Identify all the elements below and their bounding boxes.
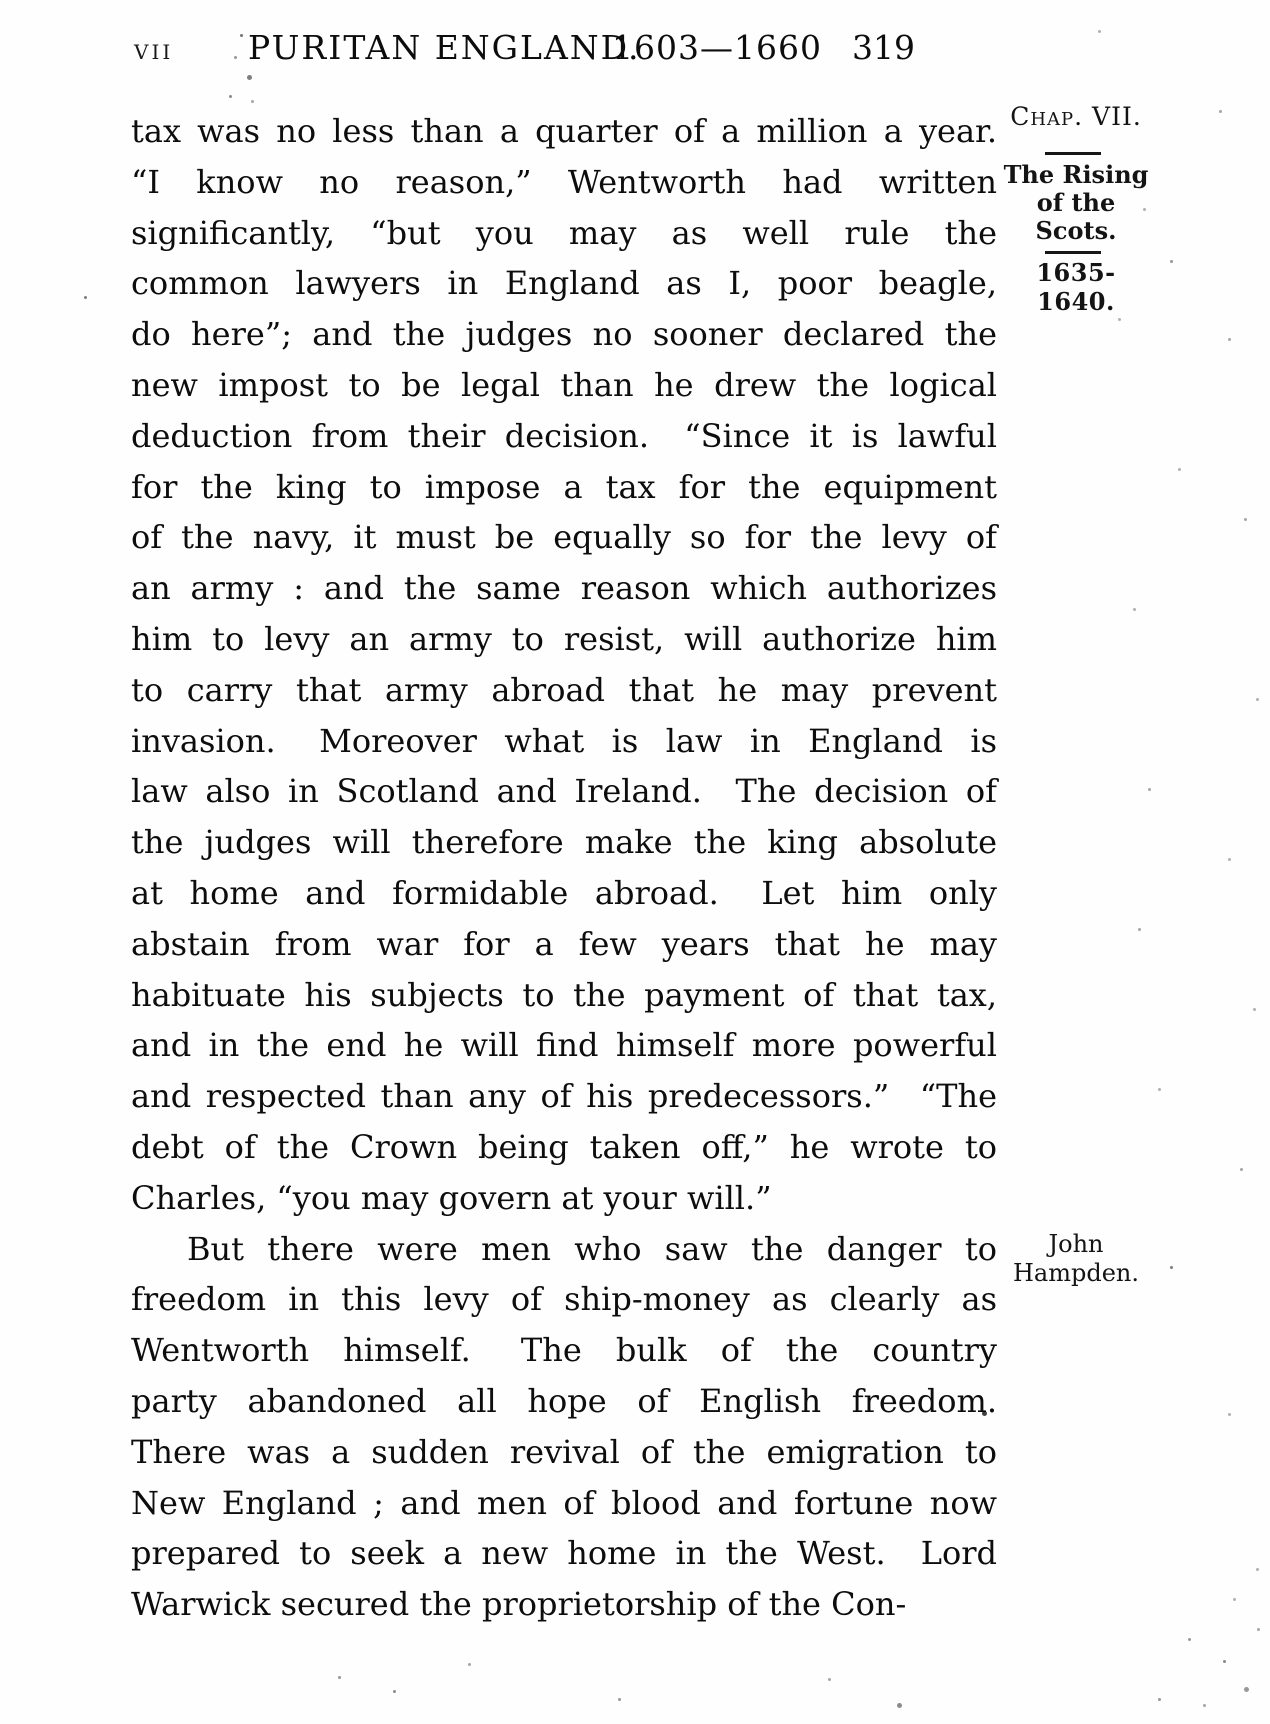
- margin-note-rising-of-the-scots: [1000, 161, 1152, 245]
- text-line: debt of the Crown being taken off,” he wrote to: [131, 1127, 997, 1166]
- body-text: [131, 106, 997, 1630]
- text-line: habituate his subjects to the payment of that tax,: [131, 975, 997, 1014]
- text-line: party abandoned all hope of English freedom.: [131, 1381, 997, 1420]
- margin-note-line: The Rising: [1003, 160, 1149, 189]
- text-line: the judges will therefore make the king absolute: [131, 823, 997, 862]
- text-line: But there were men who saw the danger to: [187, 1229, 997, 1268]
- text-line: “I know no reason,” Wentworth had written: [131, 162, 997, 201]
- text-line: to carry that army abroad that he may prevent: [131, 670, 997, 709]
- running-title: PURITAN ENGLAND.: [248, 28, 641, 67]
- text-line: for the king to impose a tax for the equipment: [131, 467, 997, 506]
- text-line: new impost to be legal than he drew the logical: [131, 365, 997, 404]
- margin-note-line: Scots.: [1035, 216, 1117, 245]
- text-line: and in the end he will find himself more powerful: [131, 1026, 997, 1065]
- text-line: invasion. Moreover what is law in England is: [131, 721, 997, 760]
- text-line: Charles, “you may govern at your will.”: [131, 1178, 772, 1217]
- margin-note-line: John: [1048, 1230, 1104, 1258]
- page-number: 319: [852, 28, 915, 67]
- text-line: at home and formidable abroad. Let him only: [131, 873, 997, 912]
- scan-noise-specks: [0, 0, 3, 3]
- paragraph-1: [131, 106, 997, 1224]
- text-line: Wentworth himself. The bulk of the country: [131, 1331, 997, 1370]
- margin-note-divider: [1045, 251, 1101, 254]
- margin-note-chapter: Chap. VII.: [1010, 102, 1142, 131]
- text-line: of the navy, it must be equally so for the levy of: [131, 518, 997, 557]
- text-line: tax was no less than a quarter of a million a year.: [131, 112, 997, 150]
- margin-note-john-hampden: [1000, 1230, 1152, 1288]
- margin-note-divider: [1045, 152, 1101, 155]
- text-line: Warwick secured the proprietorship of the Con-: [131, 1585, 907, 1624]
- text-line: and respected than any of his predecessors.” “The: [131, 1077, 997, 1116]
- text-line: an army : and the same reason which authorizes: [131, 569, 997, 608]
- text-line: deduction from their decision. “Since it is lawful: [131, 416, 997, 455]
- text-line: There was a sudden revival of the emigration to: [131, 1432, 997, 1471]
- text-line: New England ; and men of blood and fortune now: [131, 1483, 997, 1522]
- margin-note-line: Hampden.: [1012, 1259, 1139, 1287]
- text-line: abstain from war for a few years that he may: [131, 924, 997, 963]
- margin-note-line: of the: [1036, 188, 1116, 217]
- paragraph-2: [131, 1224, 997, 1630]
- running-date-range: 1603—1660: [612, 28, 822, 67]
- text-line: common lawyers in England as I, poor beagle,: [131, 264, 997, 303]
- text-line: law also in Scotland and Ireland. The decision of: [131, 772, 997, 811]
- text-line: freedom in this levy of ship-money as clearly as: [131, 1280, 997, 1319]
- text-line: him to levy an army to resist, will authorize him: [131, 619, 997, 658]
- signature-mark: VII: [134, 40, 174, 64]
- text-line: significantly, “but you may as well rule the: [131, 213, 997, 252]
- text-line: do here”; and the judges no sooner declared the: [131, 315, 997, 354]
- margin-note-dates: 1635-1640.: [1036, 258, 1116, 316]
- text-line: prepared to seek a new home in the West. Lord: [131, 1534, 997, 1573]
